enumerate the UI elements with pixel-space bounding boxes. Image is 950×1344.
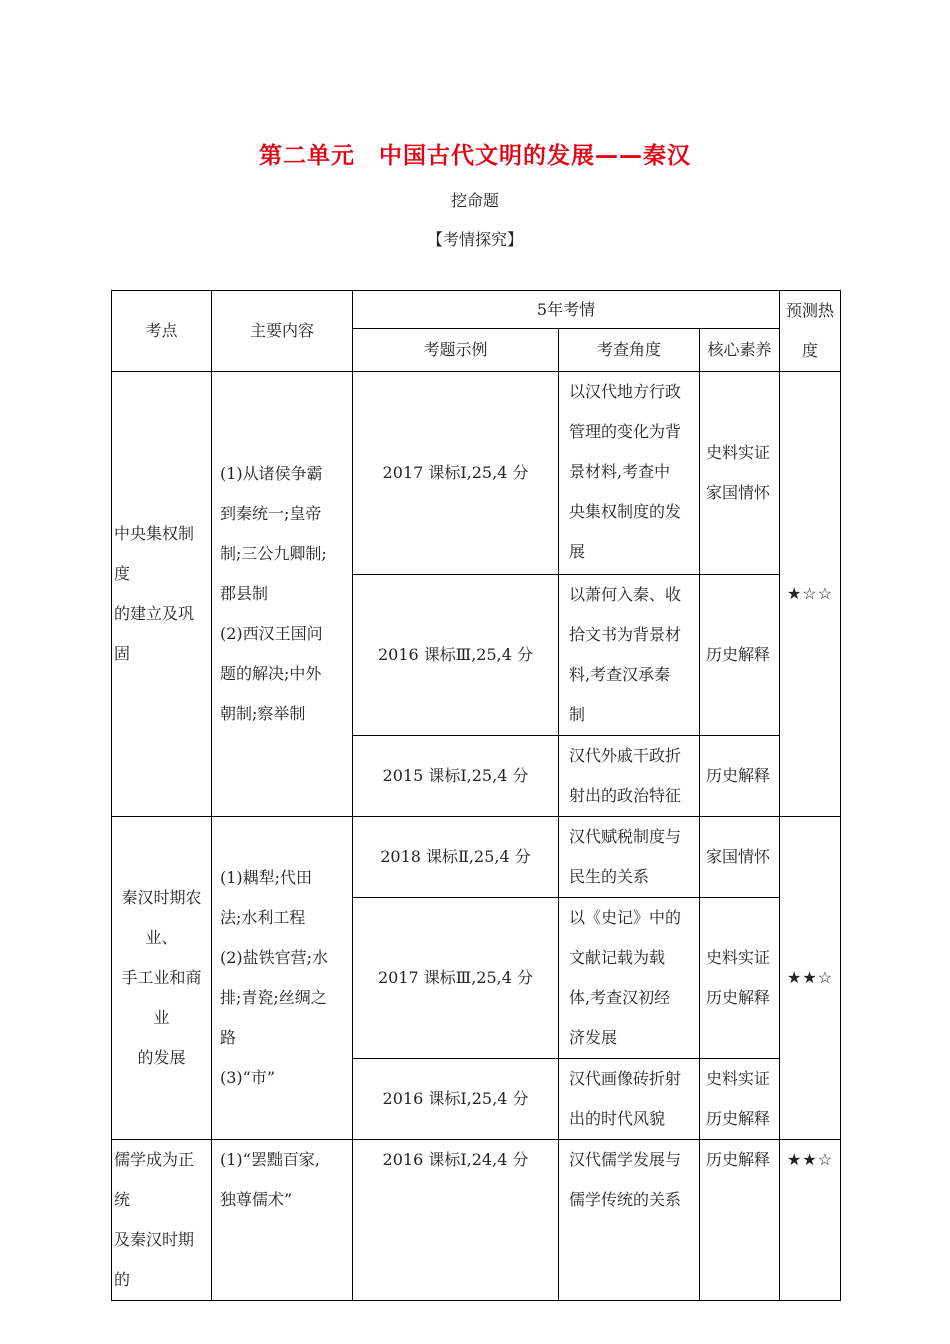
core-line: 历史解释: [706, 1150, 771, 1169]
cell-example: 2016 课标Ⅲ,25,4 分: [353, 575, 559, 736]
cell-angle: [559, 1059, 700, 1140]
exam-analysis-table: [111, 290, 841, 1301]
kaodian-line: 中央集权制度: [114, 524, 195, 583]
cell-core: [700, 817, 780, 898]
content-line: 路: [220, 1028, 237, 1047]
cell-angle: [559, 736, 700, 817]
content-line: 法;水利工程: [220, 908, 306, 927]
core-line: 史料实证: [706, 443, 771, 462]
table-row: [112, 372, 841, 575]
cell-core: [700, 1059, 780, 1140]
angle-line: 料,考查汉承秦: [569, 665, 671, 684]
angle-line: 管理的变化为背: [569, 422, 682, 441]
kaodian-line: 儒学成为正统: [114, 1150, 195, 1209]
content-line: (1)从诸侯争霸: [220, 464, 323, 483]
page-subtitle: 挖命题: [450, 191, 499, 210]
header-example: 考题示例: [353, 329, 559, 372]
cell-angle: [559, 575, 700, 736]
core-line: 史料实证: [706, 1069, 771, 1088]
angle-line: 济发展: [569, 1028, 618, 1047]
table-body: [112, 291, 841, 1301]
header-predict-line: 预测热: [786, 301, 835, 320]
header-core: 核心素养: [700, 329, 780, 372]
kaodian-line: 的建立及巩固: [114, 604, 195, 663]
cell-core: [700, 736, 780, 817]
cell-core: [700, 575, 780, 736]
core-line: 历史解释: [706, 1109, 771, 1128]
cell-angle: [559, 372, 700, 575]
core-line: 家国情怀: [706, 483, 771, 502]
content-line: 排;青瓷;丝绸之: [220, 988, 327, 1007]
core-line: 历史解释: [706, 988, 771, 1007]
kaodian-line: 业、: [145, 928, 178, 947]
kaodian-line: 手工业和商业: [121, 968, 202, 1027]
angle-line: 制: [569, 705, 586, 724]
header-angle: 考查角度: [559, 329, 700, 372]
angle-line: 汉代外戚干政折: [569, 746, 682, 765]
cell-example: 2018 课标Ⅱ,25,4 分: [353, 817, 559, 898]
angle-line: 以萧何入秦、收: [569, 585, 682, 604]
content-line: 制;三公九卿制;: [220, 544, 327, 563]
cell-content: [212, 817, 353, 1140]
content-line: 到秦统一;皇帝: [220, 504, 322, 523]
kaodian-line: 及秦汉时期的: [114, 1230, 195, 1289]
angle-line: 以汉代地方行政: [569, 382, 682, 401]
content-line: 独尊儒术”: [220, 1190, 293, 1209]
angle-line: 景材料,考查中: [569, 462, 671, 481]
header-five-year: 5年考情: [353, 291, 780, 329]
cell-angle: [559, 1140, 700, 1301]
cell-kaodian: [112, 372, 212, 817]
angle-line: 拾文书为背景材: [569, 625, 682, 644]
cell-example: 2017 课标Ⅲ,25,4 分: [353, 898, 559, 1059]
cell-angle: [559, 898, 700, 1059]
angle-line: 汉代赋税制度与: [569, 827, 682, 846]
angle-line: 儒学传统的关系: [569, 1190, 682, 1209]
content-line: (1)“罢黜百家,: [220, 1150, 320, 1169]
angle-line: 体,考查汉初经: [569, 988, 671, 1007]
content-line: 郡县制: [220, 584, 269, 603]
cell-angle: [559, 817, 700, 898]
cell-core: [700, 372, 780, 575]
angle-line: 展: [569, 542, 586, 561]
content-line: (1)耦犁;代田: [220, 868, 313, 887]
angle-line: 民生的关系: [569, 867, 650, 886]
core-line: 历史解释: [706, 766, 771, 785]
core-line: 家国情怀: [706, 847, 771, 866]
page-title: 第二单元 中国古代文明的发展——秦汉: [259, 143, 691, 169]
cell-example: 2016 课标Ⅰ,25,4 分: [353, 1059, 559, 1140]
core-line: 史料实证: [706, 948, 771, 967]
table-row: [112, 1140, 841, 1301]
content-line: 朝制;察举制: [220, 704, 306, 723]
angle-line: 以《史记》中的: [569, 908, 682, 927]
cell-content: [212, 372, 353, 817]
content-line: (2)盐铁官营;水: [220, 948, 329, 967]
core-line: 历史解释: [706, 645, 771, 664]
angle-line: 出的时代风貌: [569, 1109, 666, 1128]
cell-example: 2016 课标Ⅰ,24,4 分: [353, 1140, 559, 1301]
kaodian-line: 的发展: [137, 1048, 186, 1067]
content-line: (3)“市”: [220, 1068, 276, 1087]
angle-line: 央集权制度的发: [569, 502, 682, 521]
cell-kaodian: [112, 1140, 212, 1301]
cell-kaodian: [112, 817, 212, 1140]
kaodian-line: 秦汉时期农: [121, 888, 202, 907]
cell-predict-stars: ★★☆: [780, 1140, 841, 1301]
cell-example: 2015 课标Ⅰ,25,4 分: [353, 736, 559, 817]
table-row: [112, 817, 841, 898]
angle-line: 汉代儒学发展与: [569, 1150, 682, 1169]
content-line: 题的解决;中外: [220, 664, 322, 683]
angle-line: 射出的政治特征: [569, 786, 682, 805]
cell-predict-stars: ★★☆: [780, 817, 841, 1140]
header-content: 主要内容: [212, 291, 353, 372]
cell-core: [700, 898, 780, 1059]
content-line: (2)西汉王国问: [220, 624, 323, 643]
cell-predict-stars: ★☆☆: [780, 372, 841, 817]
cell-example: 2017 课标Ⅰ,25,4 分: [353, 372, 559, 575]
cell-core: [700, 1140, 780, 1301]
angle-line: 汉代画像砖折射: [569, 1069, 682, 1088]
header-predict: [780, 291, 841, 372]
angle-line: 文献记载为载: [569, 948, 666, 967]
header-kaodian: 考点: [112, 291, 212, 372]
header-predict-line: 度: [802, 341, 819, 360]
section-heading: 【考情探究】: [426, 230, 523, 249]
cell-content: [212, 1140, 353, 1301]
